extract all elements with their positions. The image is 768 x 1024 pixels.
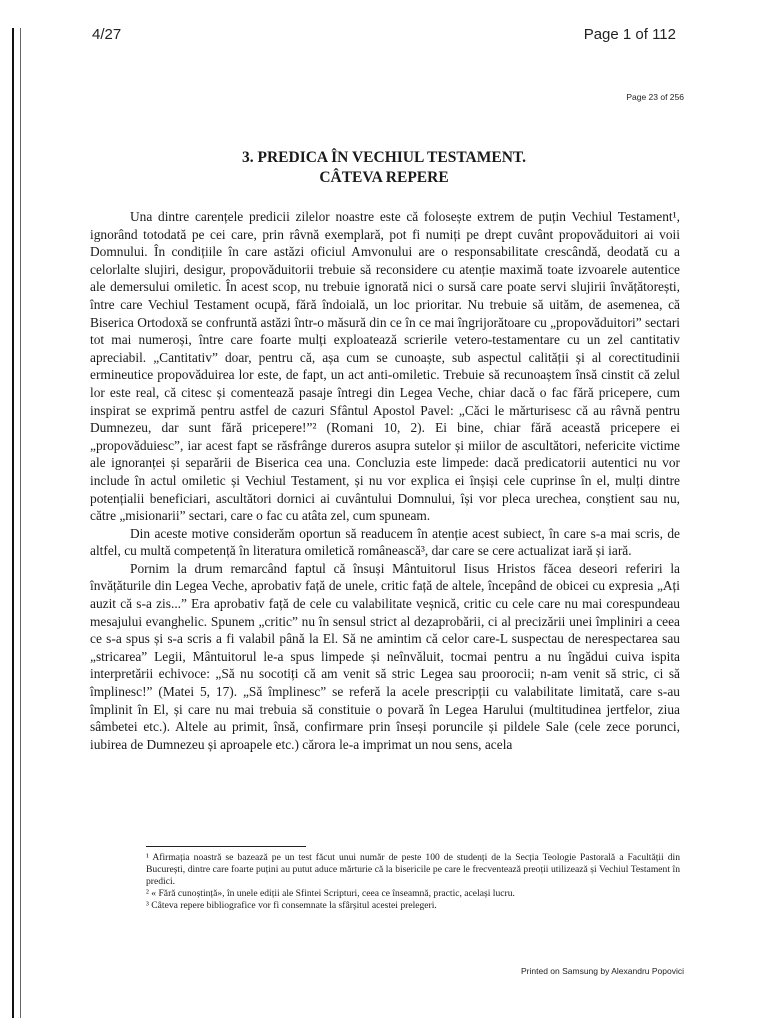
scan-edge-line	[12, 28, 14, 1018]
print-page-indicator: Page 1 of 112	[583, 26, 676, 43]
chapter-title-line-2: CÂTEVA REPERE	[319, 169, 449, 186]
body-text	[90, 208, 680, 753]
paragraph: Pornim la drum remarcând faptul că însuși Mântuitorul Iisus Hristos făcea deseori referiri la învățăturile din Legea Veche, aprobativ față de unele, critic față de altele, începând de obicei cu expresia „Ați auzit că s-a zis...” Era aprobativ față de cele cu valabilitate veșnică, critic cu cele care nu mai corespundeau mesajului evanghelic. Spunem „critic” nu în sensul strict al dezaprobării, ci al precizării unei împliniri a ceea ce s-a spus și s-a scris a fi valabil până la El. Să ne amintim că celor care-L suspectau de nerespectarea sau „stricarea” Legii, Mântuitorul le-a spus limpede și neînvăluit, tocmai pentru a nu îngădui cuiva ispita interpretării echivoce: „Să nu socotiți că am venit să stric Legea sau proorocii; n-am venit să stric, ci să împlinesc!” (Matei 5, 17). „Să împlinesc” se referă la acele prescripții cu valabilitate limitată, care s-au împlinit în El, și care nu mai trebuia să constituie o povară în Legea Harului (multitudinea jertfelor, ziua sâmbetei etc.). Altele au primit, însă, confirmare prin înseși poruncile și pildele Sale (cele zece porunci, iubirea de Dumnezeu și aproapele etc.) cărora le-a imprimat un nou sens, acela	[90, 560, 680, 752]
paragraph: Din aceste motive considerăm oportun să readucem în atenție acest subiect, în care s-a mai scris, de altfel, cu multă competență în literatura omiletică românească³, dar care se cere actualizat iară și iară.	[90, 525, 680, 559]
paragraph: Una dintre carențele predicii zilelor noastre este că folosește extrem de puțin Vechiul Testament¹, ignorând totodată pe cei care, prin râvnă exemplară, pot fi numiți pe drept cuvânt propovăduitori ai voii Domnului. În condițiile în care astăzi oficiul Amvonului are o responsabilitate crescândă, deodată cu a celorlalte slujiri, desigur, propovăduitorii trebuie să reconsidere cu atenție maximă toate izvoarele autentice ale demersului omiletic. În acest scop, nu trebuie ignorată nici o sursă care poate servi slujirii învățătorești, între care Vechiul Testament ocupă, fără îndoială, un loc prioritar. Nu trebuie să uităm, de asemenea, că Biserica Ortodoxă se confruntă astăzi într-o măsură din ce în ce mai îngrijorătoare cu „propovăduitori” sectari tot mai numeroși, între care foarte mulți exploatează scrierile vetero-testamentare cu un zel cantitativ apreciabil. „Cantitativ” doar, pentru că, așa cum se cunoaște, sub aspectul calității și al corectitudinii ermineutice propovăduirea lor este, de fapt, un act anti-omiletic. Trebuie să recunoaștem însă cinstit că zelul lor este real, că citesc și comentează pasaje întregi din Legea Veche, chiar dacă o fac fără pricepere, cum inspirat se exprimă pentru astfel de cazuri Sfântul Apostol Pavel: „Căci le mărturisesc că au râvnă pentru Dumnezeu, dar sunt fără pricepere!”² (Romani 10, 2). Ei bine, chiar fără această pricepere ei „propovăduiesc”, iar acest fapt se răsfrânge dureros asupra sutelor și miilor de ascultători, nefericite victime ale ignoranței și separării de Biserica cea una. Concluzia este limpede: dacă predicatorii autentici nu vor include în actul omiletic și Vechiul Testament, și nu vor explica ei înșiși cele cuprinse în el, mulți dintre potențialii beneficiari, ascultători dornici ai cuvântului Domnului, își vor pleca urechea, conștient sau nu, către „misionarii” sectari, care o fac cu atâta zel, cum spuneam.	[90, 209, 680, 524]
chapter-title	[90, 148, 678, 188]
scan-edge-line-inner	[20, 28, 21, 1018]
chapter-title-line-1: 3. PREDICA ÎN VECHIUL TESTAMENT.	[242, 149, 526, 166]
print-page-counter: 4/27	[92, 26, 122, 43]
print-footer: Printed on Samsung by Alexandru Popovici	[520, 966, 684, 976]
footnote: ³ Câteva repere bibliografice vor fi consemnate la sfârșitul acestei prelegeri.	[146, 900, 437, 911]
footnotes	[146, 852, 680, 912]
footnote: ¹ Afirmația noastră se bazează pe un test făcut unui număr de peste 100 de studenți de la Secția Teologie Pastorală a Facultății din București, dintre care foarte puțini au putut aduce mărturie că la bisericile pe care le frecventează preoții utilizează și Vechiul Testament în predici.	[146, 852, 680, 887]
source-page-reference: Page 23 of 256	[626, 92, 684, 102]
footnote: ² « Fără cunoștință», în unele ediții ale Sfintei Scripturi, ceea ce înseamnă, practic, același lucru.	[146, 888, 515, 899]
footnote-separator	[146, 846, 306, 847]
